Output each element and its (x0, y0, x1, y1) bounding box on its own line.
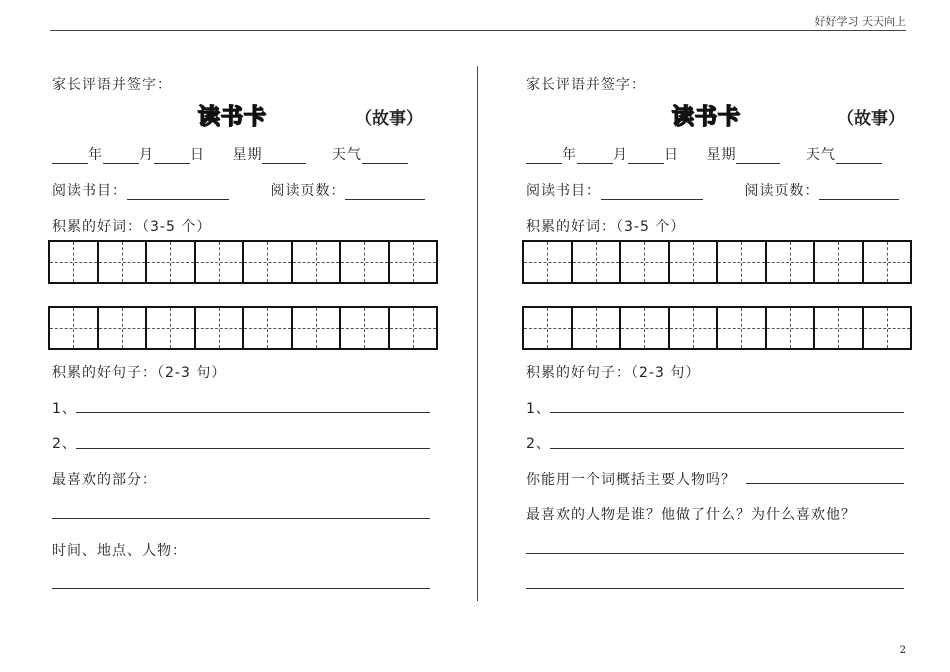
sentence-1-label: 1、 (52, 401, 77, 417)
parent-comment-label: 家长评语并签字： (52, 77, 172, 93)
day-blank[interactable] (154, 149, 190, 164)
summarize-question-label: 你能用一个词概括主要人物吗？ (526, 472, 736, 488)
day-blank[interactable] (628, 149, 664, 164)
pages-read-blank[interactable] (345, 185, 425, 200)
sentence-2-line[interactable] (76, 448, 430, 449)
date-row (526, 144, 882, 164)
year-blank[interactable] (526, 149, 562, 164)
weekday-label: 星期 (232, 147, 263, 163)
word-grid-2[interactable] (48, 306, 438, 350)
title-char-1: 读 (672, 105, 694, 130)
book-title-label: 阅读书目： (52, 183, 127, 199)
time-place-people-label: 时间、地点、人物： (52, 543, 187, 559)
pages-read-label: 阅读页数： (270, 183, 346, 199)
weekday-blank[interactable] (736, 149, 780, 164)
sentence-2-label: 2、 (526, 436, 551, 452)
center-divider (477, 66, 478, 601)
year-label: 年 (562, 147, 577, 163)
sentence-1-line[interactable] (550, 412, 904, 413)
pages-read-blank[interactable] (819, 185, 899, 200)
header-motto: 好好学习 天天向上 (814, 15, 906, 28)
month-label: 月 (139, 147, 154, 163)
parent-comment-label: 家长评语并签字： (526, 77, 646, 93)
sentence-2-label: 2、 (52, 436, 77, 452)
sentence-2-line[interactable] (550, 448, 904, 449)
good-sentences-label: 积累的好句子：（2-3 句） (52, 365, 227, 381)
weather-label: 天气 (805, 147, 836, 163)
card-subtitle: （故事） (355, 109, 423, 129)
month-label: 月 (613, 147, 628, 163)
book-title-blank[interactable] (127, 185, 229, 200)
time-place-people-line[interactable] (52, 588, 430, 589)
word-grid-1[interactable] (48, 240, 438, 284)
favorite-part-label: 最喜欢的部分： (52, 472, 157, 488)
title-char-3: 卡 (718, 105, 740, 130)
good-words-label: 积累的好词：（3-5 个） (526, 219, 686, 235)
weekday-blank[interactable] (262, 149, 306, 164)
word-grid-2[interactable] (522, 306, 912, 350)
word-grid-1[interactable] (522, 240, 912, 284)
favorite-character-line-2[interactable] (526, 588, 904, 589)
weather-blank[interactable] (362, 149, 408, 164)
weather-blank[interactable] (836, 149, 882, 164)
book-row (526, 180, 899, 200)
title-char-3: 卡 (244, 105, 266, 130)
card-title (672, 100, 739, 131)
card-subtitle: （故事） (837, 109, 905, 129)
good-sentences-label: 积累的好句子：（2-3 句） (526, 365, 701, 381)
reading-card-right (522, 0, 912, 672)
book-title-label: 阅读书目： (526, 183, 601, 199)
sentence-1-label: 1、 (526, 401, 551, 417)
title-char-1: 读 (198, 105, 220, 130)
title-char-2: 书 (695, 105, 717, 130)
card-title (198, 100, 265, 131)
weather-label: 天气 (331, 147, 362, 163)
page-number: 2 (899, 645, 906, 656)
reading-card-left (48, 0, 438, 672)
day-label: 日 (664, 147, 679, 163)
month-blank[interactable] (577, 149, 613, 164)
favorite-part-line[interactable] (52, 518, 430, 519)
book-title-blank[interactable] (601, 185, 703, 200)
date-row (52, 144, 408, 164)
month-blank[interactable] (103, 149, 139, 164)
weekday-label: 星期 (706, 147, 737, 163)
year-blank[interactable] (52, 149, 88, 164)
pages-read-label: 阅读页数： (744, 183, 820, 199)
favorite-character-line-1[interactable] (526, 553, 904, 554)
summarize-answer-line[interactable] (746, 483, 904, 484)
book-row (52, 180, 425, 200)
sentence-1-line[interactable] (76, 412, 430, 413)
day-label: 日 (190, 147, 205, 163)
good-words-label: 积累的好词：（3-5 个） (52, 219, 212, 235)
favorite-character-question-label: 最喜欢的人物是谁？他做了什么？为什么喜欢他？ (526, 507, 856, 523)
year-label: 年 (88, 147, 103, 163)
title-char-2: 书 (221, 105, 243, 130)
